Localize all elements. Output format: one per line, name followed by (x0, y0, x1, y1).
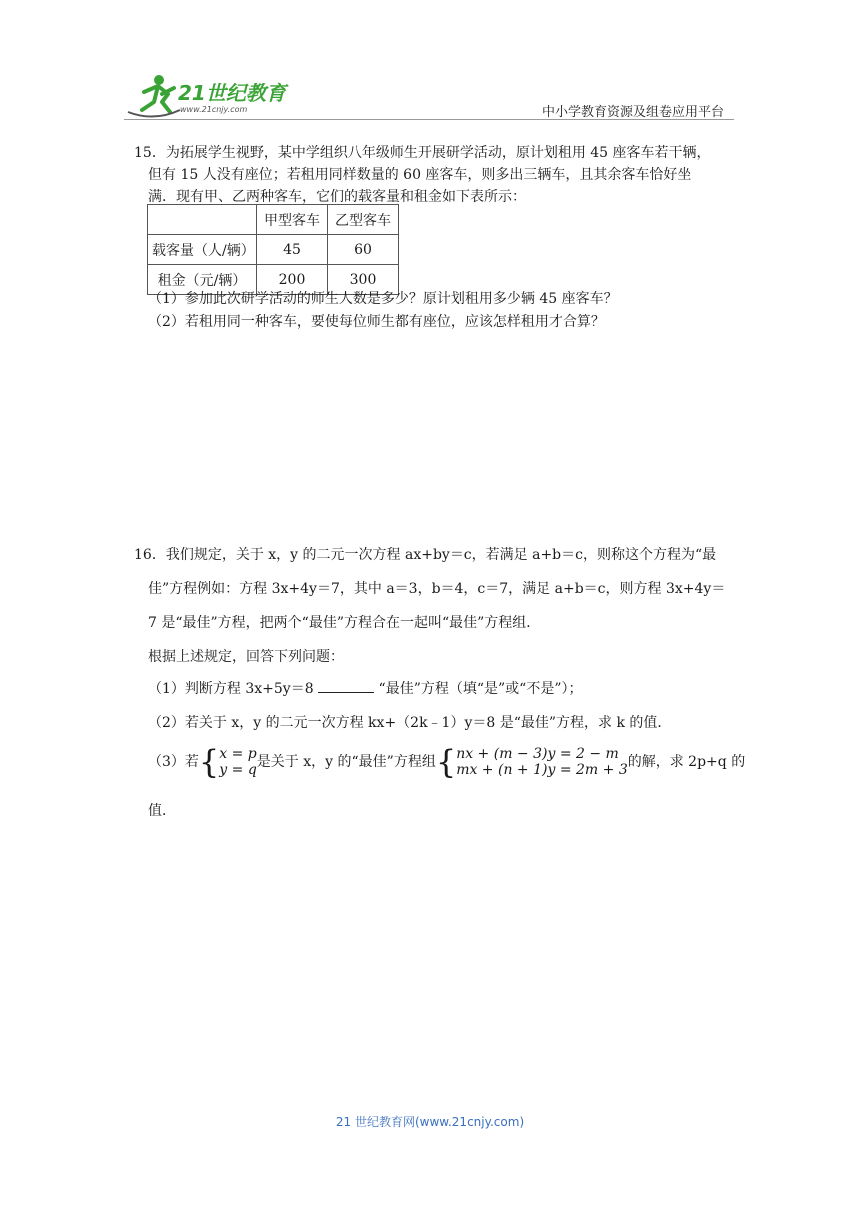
left-brace-icon: { (435, 743, 457, 781)
header-divider (124, 119, 734, 120)
solution-line1: x = p (219, 746, 257, 762)
table-cell: 45 (257, 235, 328, 265)
q16-sub1-text-tail: “最佳”方程（填“是”或“不是”）； (378, 681, 583, 697)
solution-line2: y = q (219, 762, 257, 778)
q16-sub2: （2）若关于 x，y 的二元一次方程 kx+（2k﹣1）y＝8 是“最佳”方程，求 k 的值． (148, 715, 672, 731)
solution-system (219, 746, 257, 778)
q15-line2: 但有 15 人没有座位；若租用同样数量的 60 座客车，则多出三辆车，且其余客车恰好坐 (148, 167, 692, 183)
equation-line2: mx + (n + 1)y = 2m + 3 (456, 762, 628, 778)
table-header-row (148, 205, 399, 235)
q16-line4: 根据上述规定，回答下列问题： (148, 649, 344, 665)
q16-sub3-end: 值． (148, 803, 176, 819)
q16-sub3 (148, 743, 746, 781)
q16-line2: 佳”方程例如：方程 3x+4y＝7，其中 a＝3，b＝4，c＝7，满足 a+b＝c，则方程 3x+4y＝ (148, 581, 726, 597)
table-row (148, 235, 399, 265)
left-brace-icon: { (198, 743, 220, 781)
equation-line1: nx + (m − 3)y = 2 − m (456, 746, 619, 762)
table-cell (148, 205, 257, 235)
runner-logo-icon (124, 72, 294, 120)
table-header: 甲型客车 (257, 205, 328, 235)
answer-blank[interactable] (318, 678, 374, 693)
header-tagline: 中小学教育资源及组卷应用平台 (541, 105, 724, 120)
q15-sub2: （2）若租用同一种客车，要使每位师生都有座位，应该怎样租用才合算？ (148, 314, 605, 330)
table-cell: 载客量（人/辆） (148, 235, 257, 265)
footer-link[interactable]: 21 世纪教育网(www.21cnjy.com) (335, 1115, 525, 1129)
site-logo (124, 72, 294, 120)
q15-table (147, 204, 399, 295)
q15-line1: 15．为拓展学生视野，某中学组织八年级师生开展研学活动，原计划租用 45 座客车若干辆， (134, 145, 711, 161)
svg-text:21世纪教育: 21世纪教育 (178, 81, 286, 105)
q16-line1: 16．我们规定，关于 x，y 的二元一次方程 ax+by＝c，若满足 a+b＝c，则称这个方程为“最 (134, 547, 717, 563)
table-cell: 60 (328, 235, 399, 265)
table-cell: 租金（元/辆） (148, 265, 257, 295)
q16-sub3-tail: 的解，求 2p+q 的 (627, 754, 746, 770)
equation-system (456, 746, 628, 778)
table-cell: 300 (328, 265, 399, 295)
table-cell: 200 (257, 265, 328, 295)
svg-text:www.21cnjy.com: www.21cnjy.com (180, 105, 248, 114)
q16-sub3-prefix: （3）若 (148, 754, 199, 770)
table-header: 乙型客车 (328, 205, 399, 235)
q16-sub1-text: （1）判断方程 3x+5y＝8 (148, 681, 314, 697)
q16-sub3-mid: 是关于 x，y 的“最佳”方程组 (256, 754, 436, 770)
q16-line3: 7 是“最佳”方程，把两个“最佳”方程合在一起叫“最佳”方程组． (148, 615, 541, 631)
q15-line3: 满．现有甲、乙两种客车，它们的载客量和租金如下表所示： (148, 189, 526, 205)
q16-sub1 (148, 678, 582, 700)
q15-sub1: （1）参加此次研学活动的师生人数是多少？原计划租用多少辆 45 座客车？ (148, 291, 618, 307)
